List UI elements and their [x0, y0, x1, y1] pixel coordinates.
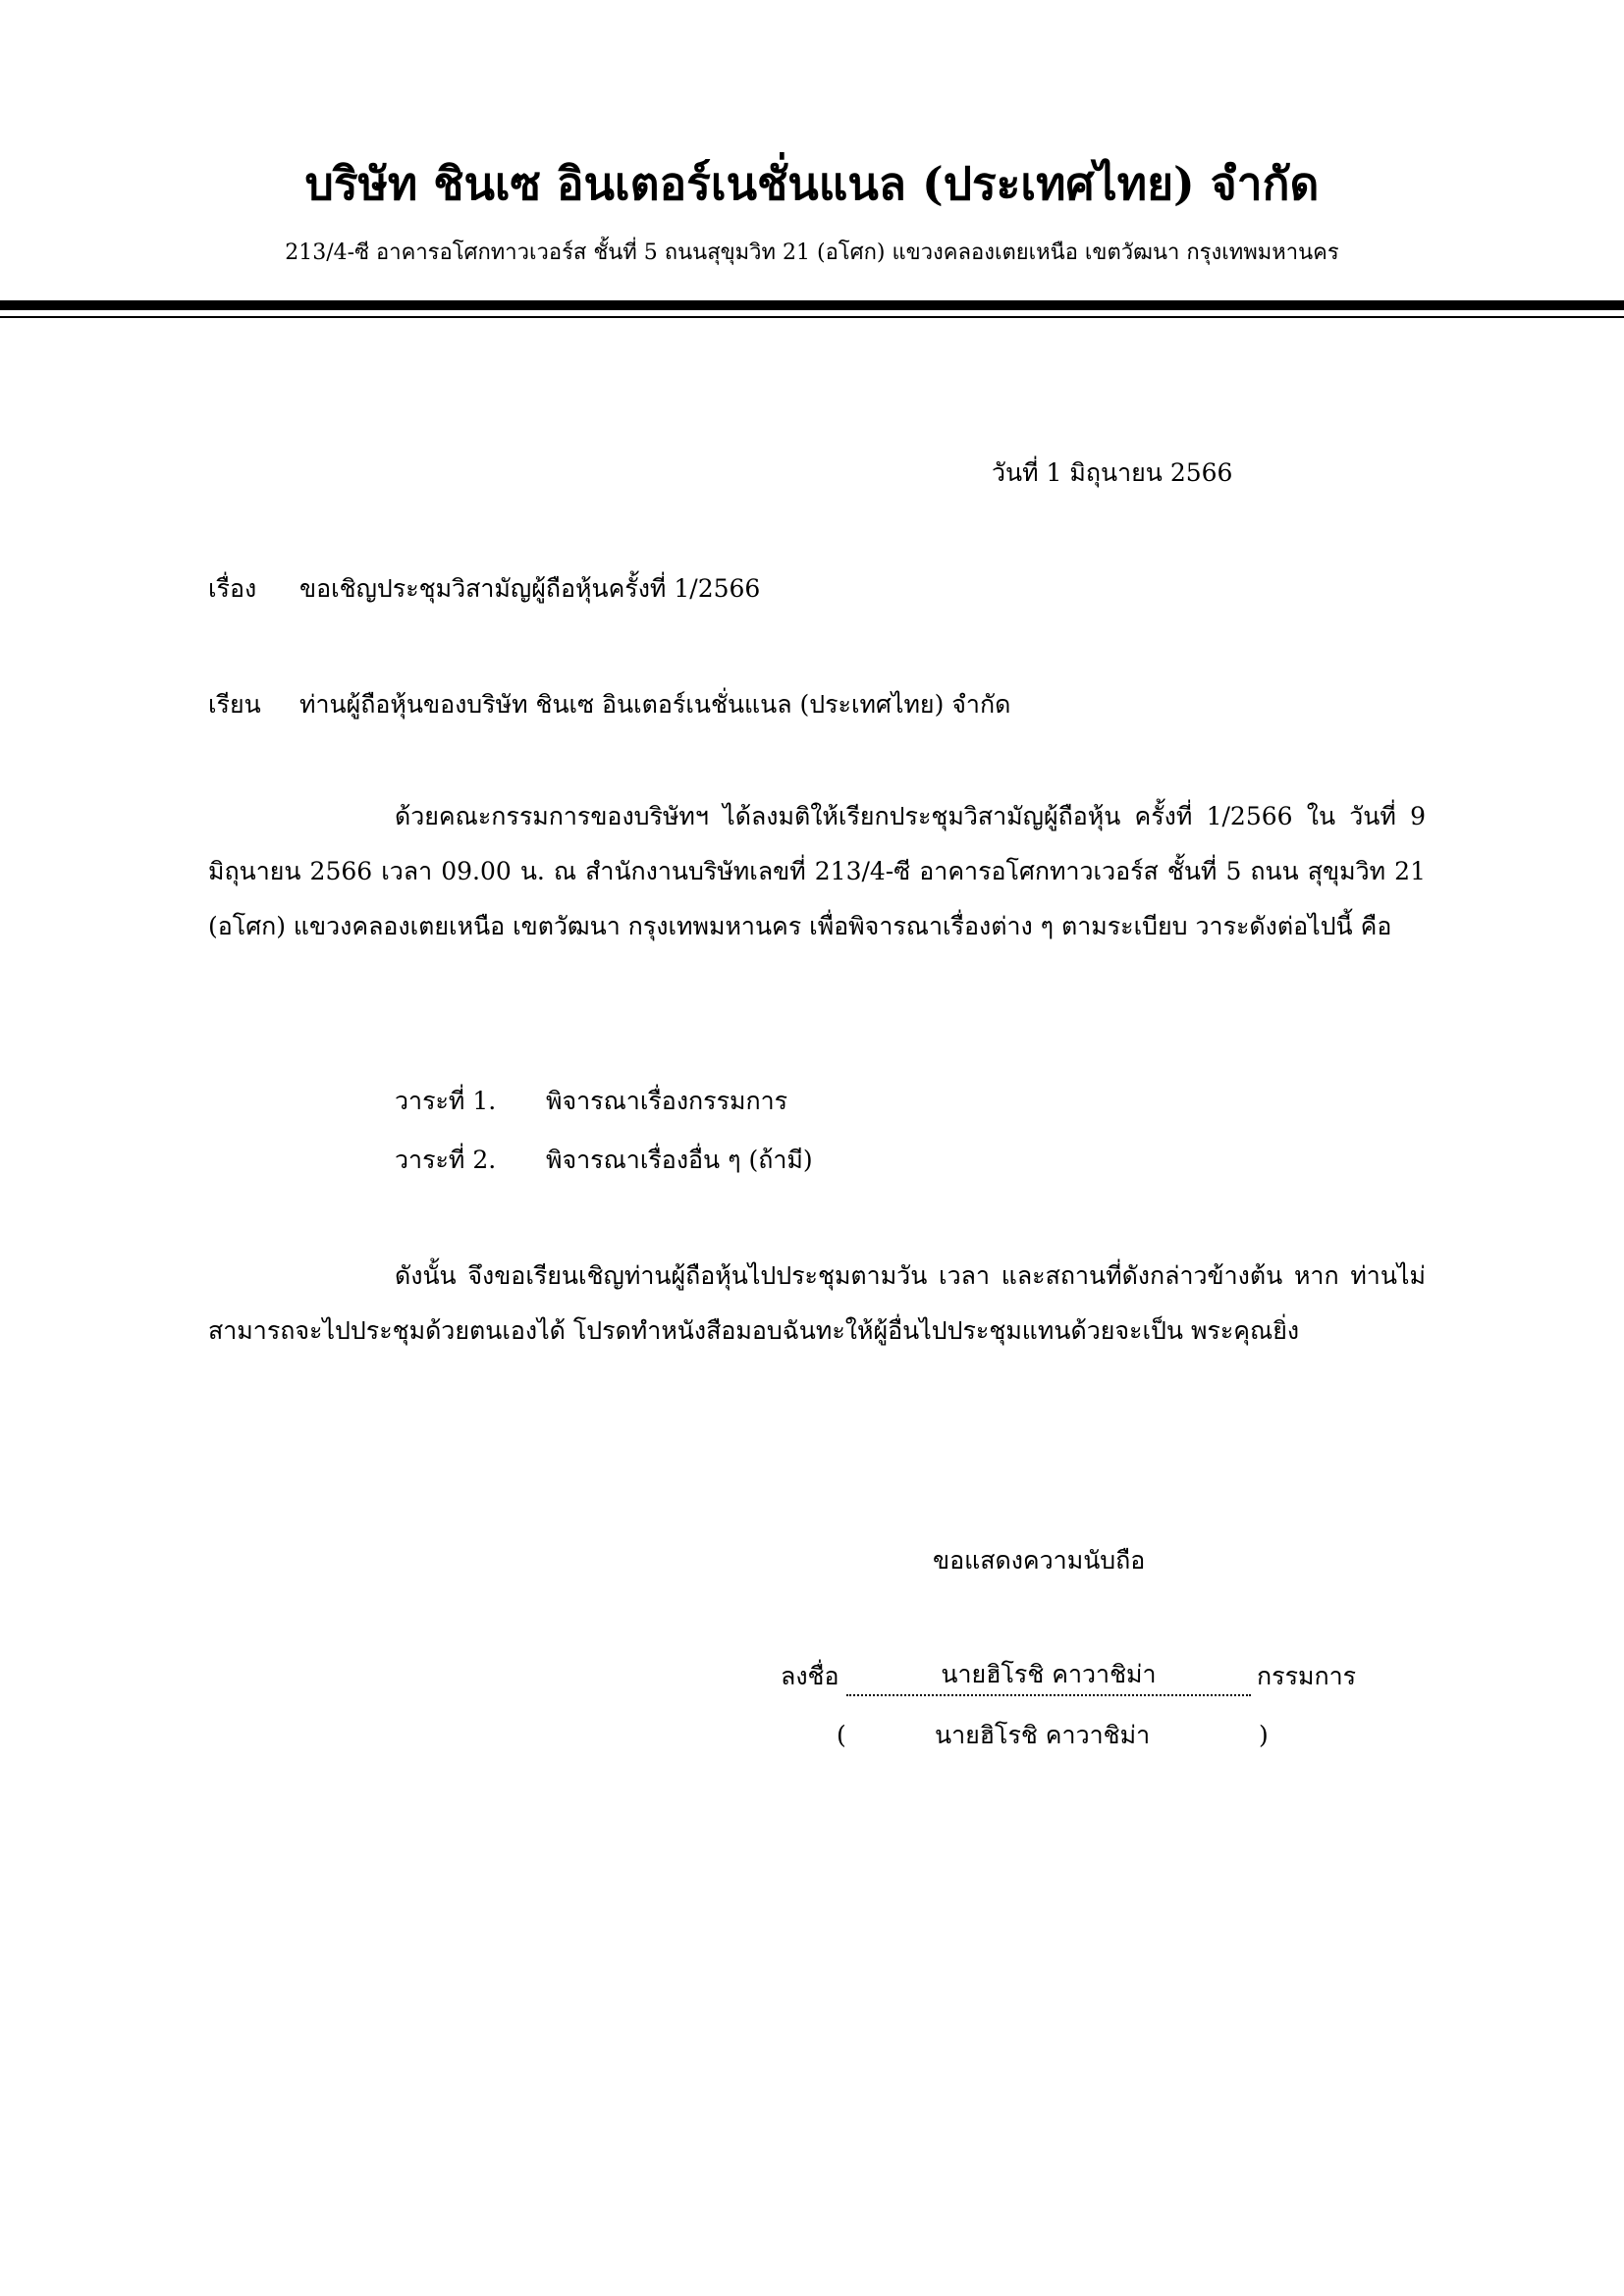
- body-paragraph-2: ดังนั้น จึงขอเรียนเชิญท่านผู้ถือหุ้นไปประชุมตามวัน เวลา และสถานที่ดังกล่าวข้างต้น หาก ท่านไม่สามารถจะไปประชุมด้วยตนเองได้ โปรดทำหนังสือมอบฉันทะให้ผู้อื่นไปประชุมแทนด้วยจะเป็น พระคุณยิ่ง: [208, 1261, 1426, 1345]
- header-rule-thick: [0, 300, 1624, 310]
- company-address: 213/4-ซี อาคารอโศกทาวเวอร์ส ชั้นที่ 5 ถนนสุขุมวิท 21 (อโศก) แขวงคลองเตยเหนือ เขตวัฒนา กรุงเทพมหานคร: [285, 240, 1339, 265]
- agenda-item-1-number: วาระที่ 1.: [395, 1087, 497, 1115]
- agenda-item-1-text: พิจารณาเรื่องกรรมการ: [546, 1087, 788, 1115]
- header-rule-thin: [0, 316, 1624, 318]
- printed-name: นายฮิโรชิ คาวาชิม่า: [935, 1721, 1151, 1749]
- signature-prefix: ลงชื่อ: [781, 1662, 839, 1690]
- company-name: บริษัท ชินเซ อินเตอร์เนชั่นแนล (ประเทศไทย) จำกัด: [304, 157, 1320, 210]
- closing-salutation: ขอแสดงความนับถือ: [933, 1546, 1146, 1575]
- subject-label: เรื่อง: [208, 574, 257, 603]
- recipient-text: ท่านผู้ถือหุ้นของบริษัท ชินเซ อินเตอร์เนชั่นแนล (ประเทศไทย) จำกัด: [299, 690, 1011, 719]
- subject-text: ขอเชิญประชุมวิสามัญผู้ถือหุ้นครั้งที่ 1/2566: [299, 574, 761, 603]
- signature-title: กรรมการ: [1257, 1662, 1357, 1690]
- signature-name: นายฮิโรชิ คาวาชิม่า: [846, 1655, 1251, 1696]
- letter-date: วันที่ 1 มิถุนายน 2566: [992, 458, 1233, 487]
- printed-name-paren-close: ): [1259, 1721, 1269, 1749]
- agenda-item-2-number: วาระที่ 2.: [395, 1146, 497, 1174]
- recipient-label: เรียน: [208, 690, 261, 719]
- agenda-item-2-text: พิจารณาเรื่องอื่น ๆ (ถ้ามี): [546, 1146, 813, 1174]
- printed-name-paren-open: (: [837, 1721, 846, 1749]
- body-paragraph-1: ด้วยคณะกรรมการของบริษัทฯ ได้ลงมติให้เรียกประชุมวิสามัญผู้ถือหุ้น ครั้งที่ 1/2566 ใน วันที่ 9 มิถุนายน 2566 เวลา 09.00 น. ณ สำนักงานบริษัทเลขที่ 213/4-ซี อาคารอโศกทาวเวอร์ส ชั้นที่ 5 ถนน สุขุมวิท 21 (อโศก) แขวงคลองเตยเหนือ เขตวัฒนา กรุงเทพมหานคร เพื่อพิจารณาเรื่องต่าง ๆ ตามระเบียบ วาระดังต่อไปนี้ คือ: [208, 802, 1426, 940]
